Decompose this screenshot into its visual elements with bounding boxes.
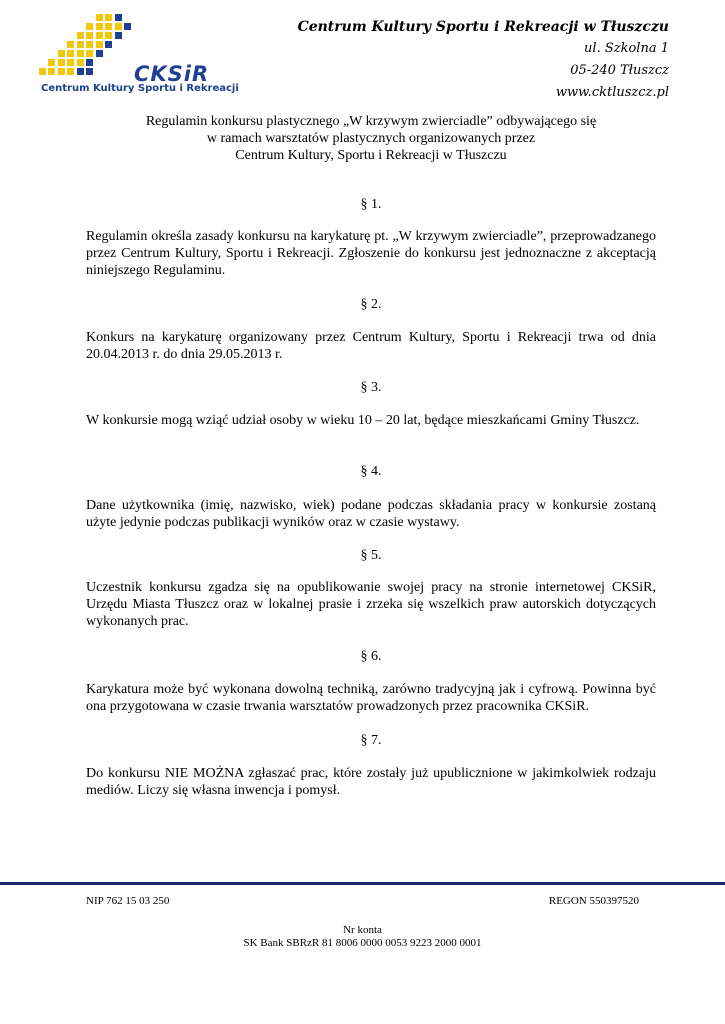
title-line-2: w ramach warsztatów plastycznych organizowanych przez [206, 131, 536, 146]
section-text: Dane użytkownika (imię, nazwisko, wiek) podane podczas składania pracy w konkursie zostaną użyte jedynie podczas publikacji wyników oraz w czasie wystawy. [86, 498, 656, 530]
title-line-3: Centrum Kultury, Sportu i Rekreacji w Tłuszczu [235, 148, 507, 163]
section-mark: § 7. [360, 733, 382, 748]
title-line-1: Regulamin konkursu plastycznego „W krzywym zwierciadle” odbywającego się [145, 114, 597, 129]
section-text: Karykatura może być wykonana dowolną techniką, zarówno tradycyjną jak i cyfrową. Powinna być ona przygotowana w czasie trwania warsztatów prowadzonych przez pracownika CKSiR. [86, 682, 656, 714]
section-text: W konkursie mogą wziąć udział osoby w wieku 10 – 20 lat, będące mieszkańcami Gminy Tłuszcz. [86, 413, 640, 428]
document-title [86, 113, 656, 164]
footer-bank-account: SK Bank SBRzR 81 8006 0000 0053 9223 2000 0001 [243, 937, 482, 949]
section-text: Uczestnik konkursu zgadza się na opublikowanie swojej pracy na stronie internetowej CKSiR, Urzędu Miasta Tłuszcz oraz w lokalnej prasie i zrzeka się wszelkich praw autorskich dotyczących wykonanych prac. [86, 580, 656, 629]
cksir-logo [38, 14, 239, 98]
logo-subtitle: Centrum Kultury Sportu i Rekreacji [41, 83, 239, 94]
section-mark: § 4. [360, 464, 382, 479]
section-text: Regulamin określa zasady konkursu na karykaturę pt. „W krzywym zwierciadle”, przeprowadzanego przez Centrum Kultury, Sportu i Rekreacji. Zgłoszenie do konkursu jest jednoznaczne z akceptacją niniejszego Regulaminu. [86, 229, 656, 278]
logo-text: CKSiR [134, 62, 210, 86]
section-mark: § 2. [360, 297, 382, 312]
footer-regon: REGON 550397520 [548, 895, 639, 907]
section-text: Do konkursu NIE MOŻNA zgłaszać prac, które zostały już upublicznione w jakimkolwiek rodzaju mediów. Liczy się własna inwencja i pomysł. [86, 766, 656, 798]
header-city: 05-240 Tłuszcz [570, 63, 669, 78]
header-street: ul. Szkolna 1 [584, 41, 669, 56]
section-mark: § 5. [360, 548, 382, 563]
header-web: www.cktluszcz.pl [555, 85, 669, 100]
header-org: Centrum Kultury Sportu i Rekreacji w Tłuszczu [297, 19, 669, 35]
section-text: Konkurs na karykaturę organizowany przez Centrum Kultury, Sportu i Rekreacji trwa od dnia 20.04.2013 r. do dnia 29.05.2013 r. [86, 330, 656, 362]
section-mark: § 6. [360, 649, 382, 664]
footer-account-label: Nr konta [343, 924, 382, 936]
section-mark: § 3. [360, 380, 382, 395]
logo-squares-icon [38, 14, 138, 84]
header-address [298, 16, 669, 104]
section-mark: § 1. [360, 197, 382, 212]
footer-nip: NIP 762 15 03 250 [86, 895, 170, 907]
footer-divider [0, 882, 725, 885]
